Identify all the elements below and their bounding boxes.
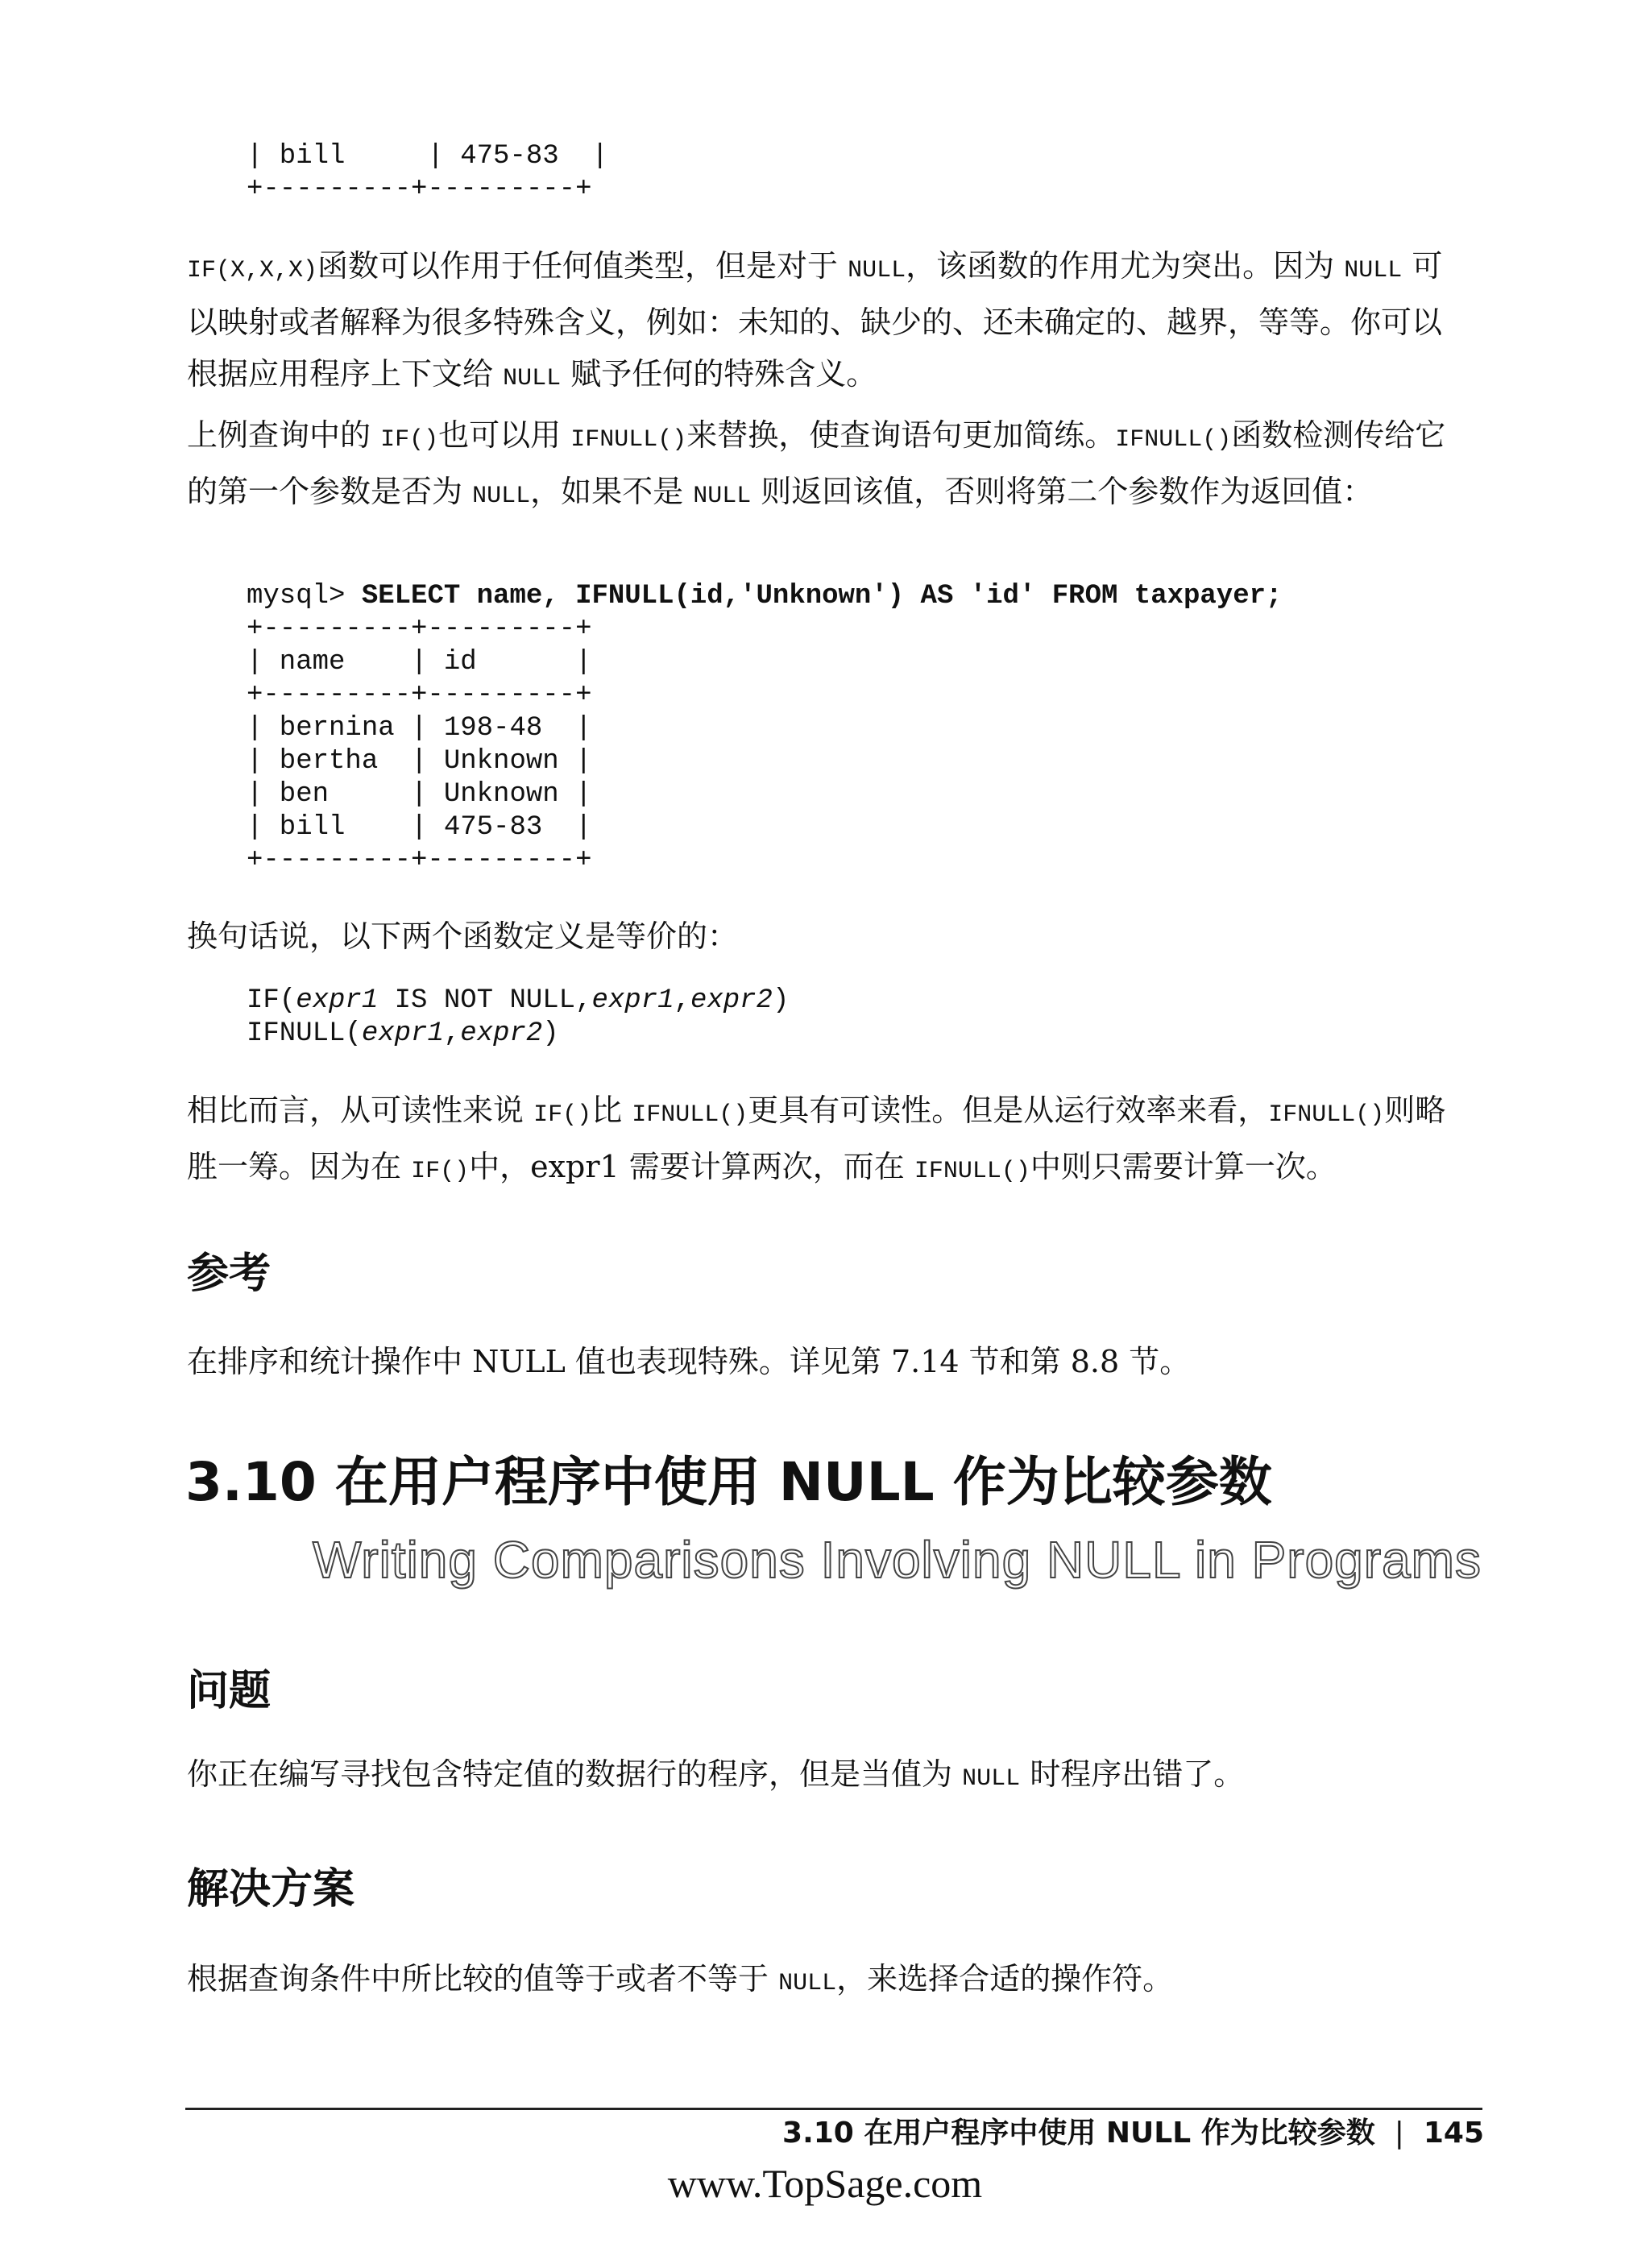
text: expr1 [591, 985, 674, 1016]
page-footer [782, 2114, 1484, 2153]
section-title: 3.10 在用户程序中使用 NULL 作为比较参数 [185, 1451, 1272, 1513]
code-null: NULL [693, 483, 752, 510]
text: 中，expr1 需要计算两次，而在 [469, 1149, 914, 1184]
paragraph-reference: 在排序和统计操作中 NULL 值也表现特殊。详见第 7.14 节和第 8.8 节。 [187, 1344, 1191, 1379]
text: expr2 [460, 1018, 543, 1049]
top-table-row-bill: | bill | 475-83 | [247, 141, 608, 172]
code-if: IF(X,X,X) [187, 257, 318, 284]
text: 相比而言，从可读性来说 [187, 1093, 534, 1128]
result-table-border-top: +---------+---------+ [247, 614, 592, 645]
paragraph-if-function [187, 240, 1460, 404]
footer-rule [185, 2108, 1482, 2110]
code-null: NULL [1344, 257, 1403, 284]
text: ，来选择合适的操作符。 [836, 1961, 1174, 1996]
text: 则略胜一筹。因为在 [187, 1093, 1446, 1184]
code-null: NULL [503, 365, 562, 392]
text: 比 [591, 1093, 632, 1128]
heading-problem: 问题 [187, 1667, 272, 1715]
text: , [674, 985, 690, 1016]
text: 更具有可读性。但是从运行效率来看， [748, 1093, 1269, 1128]
heading-solution: 解决方案 [187, 1865, 355, 1913]
text: , [443, 1018, 461, 1049]
text: 中则只需要计算一次。 [1030, 1149, 1337, 1184]
result-table-border-mid: +---------+---------+ [247, 680, 592, 711]
code-null: NULL [472, 483, 531, 510]
result-table-border-bottom: +---------+---------+ [247, 845, 592, 876]
text: ) [542, 1018, 559, 1049]
paragraph-ifnull-function [187, 409, 1460, 522]
result-table-row: | ben | Unknown | [247, 779, 592, 810]
code-null: NULL [778, 1970, 837, 1997]
code-ifnull: IFNULL() [1115, 426, 1232, 454]
footer-section-label: 3.10 在用户程序中使用 NULL 作为比较参数 [782, 2117, 1375, 2150]
text: 你正在编写寻找包含特定值的数据行的程序，但是当值为 [187, 1756, 963, 1792]
code-null: NULL [848, 257, 906, 284]
result-table-row: | bill | 475-83 | [247, 812, 592, 843]
mysql-prompt: mysql> [247, 581, 362, 612]
code-ifnull: IFNULL() [570, 426, 687, 454]
text: IF( [247, 985, 296, 1016]
sql-statement: SELECT name, IFNULL(id,'Unknown') AS 'id' FROM taxpayer; [361, 581, 1283, 612]
text: 可以映射或者解释为很多特殊含义，例如：未知的、缺少的、还未确定的、越界，等等。你可以根据应用程序上下文给 [187, 248, 1443, 392]
code-ifnull: IFNULL() [632, 1101, 748, 1129]
text: 则返回该值，否则将第二个参数作为返回值： [751, 474, 1374, 509]
top-table-bottom-border: +---------+---------+ [247, 174, 592, 205]
code-if: IF() [411, 1158, 470, 1185]
text: 来替换，使查询语句更加简练。 [686, 417, 1116, 453]
top-table-fragment [247, 140, 608, 206]
result-table-row: | bernina | 198-48 | [247, 713, 592, 744]
text: 根据查询条件中所比较的值等于或者不等于 [187, 1961, 779, 1996]
text: IS NOT NULL, [378, 985, 592, 1016]
code-ifnull: IFNULL() [1268, 1101, 1385, 1129]
text: ，该函数的作用尤为突出。因为 [906, 248, 1345, 284]
code-ifnull: IFNULL() [914, 1158, 1030, 1185]
result-table-row: | bertha | Unknown | [247, 746, 592, 777]
page-number: 145 [1423, 2117, 1484, 2150]
equivalent-definitions-code [247, 985, 789, 1051]
text: expr1 [296, 985, 379, 1016]
sql-query-block [247, 580, 1282, 877]
code-if: IF() [533, 1101, 592, 1129]
result-table-header: | name | id | [247, 647, 592, 678]
paragraph-equivalent: 换句话说，以下两个函数定义是等价的： [187, 918, 739, 954]
text: 函数可以作用于任何值类型，但是对于 [317, 248, 848, 284]
footer-separator: | [1394, 2117, 1404, 2150]
heading-reference: 参考 [187, 1250, 272, 1298]
text: IFNULL( [247, 1018, 362, 1049]
code-null: NULL [962, 1765, 1021, 1793]
text: ) [772, 985, 790, 1016]
paragraph-problem [187, 1748, 1460, 1805]
text: 上例查询中的 [187, 417, 381, 453]
code-if: IF() [380, 426, 439, 454]
text: ，如果不是 [530, 474, 694, 509]
section-subtitle: Writing Comparisons Involving NULL in Programs [313, 1531, 1482, 1589]
text: 也可以用 [438, 417, 571, 453]
text: 时程序出错了。 [1020, 1756, 1245, 1792]
text: expr2 [690, 985, 773, 1016]
paragraph-readability-efficiency [187, 1084, 1460, 1197]
text: expr1 [361, 1018, 444, 1049]
watermark-url: www.TopSage.com [667, 2161, 983, 2206]
text: 函数检测传给它的第一个参数是否为 [187, 417, 1446, 509]
text: 赋予任何的特殊含义。 [561, 356, 877, 392]
paragraph-solution [187, 1953, 1460, 2009]
